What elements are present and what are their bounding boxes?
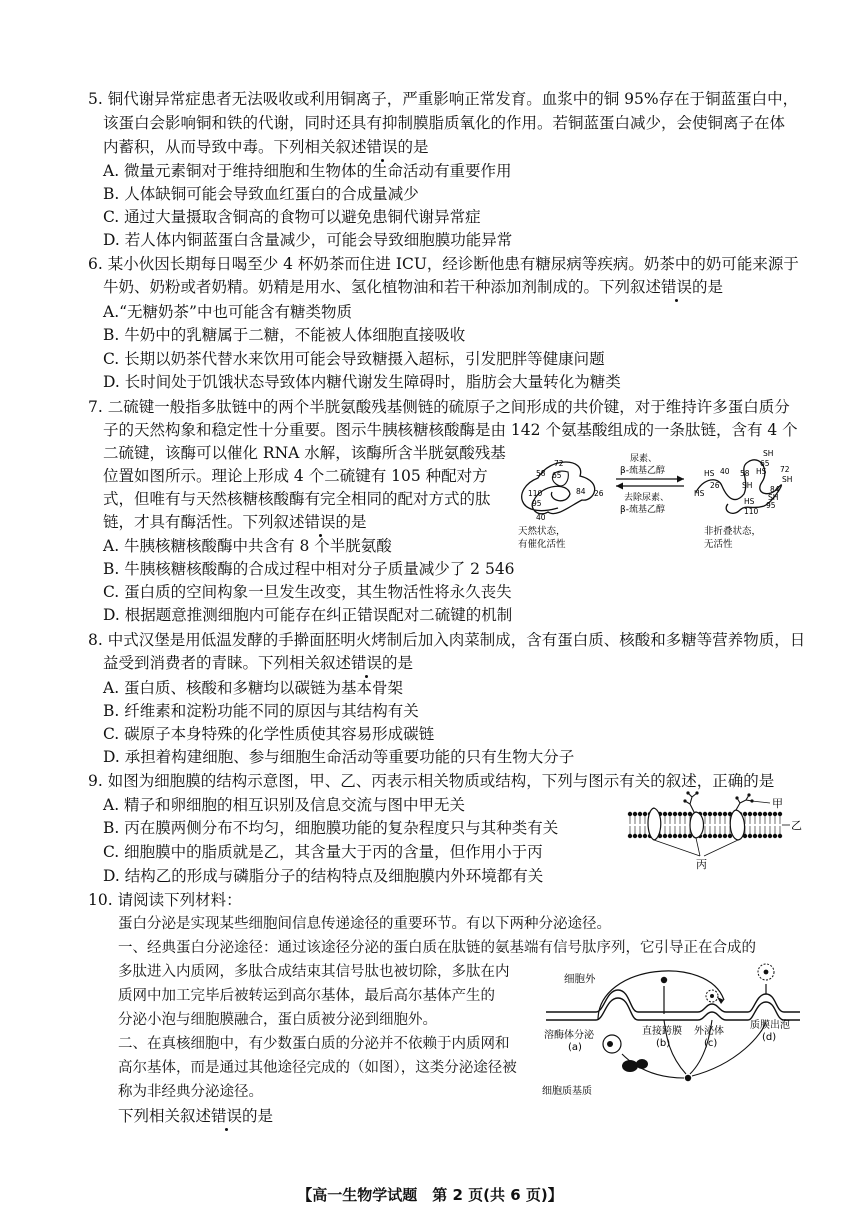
phospholipid-head xyxy=(778,812,782,816)
sugar-residue xyxy=(686,791,689,794)
native-num-110: 110 xyxy=(528,489,543,498)
membrane-protein-3 xyxy=(730,810,744,840)
lysosome-cargo xyxy=(607,1041,613,1047)
label-bing: 丙 xyxy=(696,858,707,870)
phospholipid-head xyxy=(748,834,752,838)
emphasis-mark: 错误 xyxy=(351,654,383,672)
q10-material-line3: 多肽进入内质网，多肽合成结束其信号肽也被切除，多肽在内 xyxy=(118,964,510,980)
phospholipid-head xyxy=(753,834,757,838)
plasma-membrane-outer xyxy=(546,990,800,1012)
q7-stem-line4: 位置如图所示。理论上形成 4 个二硫键有 105 种配对方 xyxy=(103,467,488,485)
phospholipid-head xyxy=(758,812,762,816)
q9-option-c: C. 细胞膜中的脂质就是乙，其含量大于丙的含量，但作用小于丙 xyxy=(103,843,543,861)
label-lysosome-a: (a) xyxy=(568,1042,582,1053)
phospholipid-head xyxy=(723,812,727,816)
denature-arrowhead xyxy=(677,476,684,483)
unfold-num-40: 40 xyxy=(720,467,730,476)
phospholipid-head xyxy=(633,812,637,816)
q5-stem-line3: 内蓄积，从而导致中毒。下列相关叙述错误的是 xyxy=(103,138,429,156)
q5-stem-line2: 该蛋白会影响铜和铁的代谢，同时还具有抑制膜脂质氧化的作用。若铜蓝蛋白减少，会使铜离子在体 xyxy=(103,114,786,132)
q5-stem-line1: 5. 铜代谢异常症患者无法吸收或利用铜离子，严重影响正常发育。血浆中的铜 95%存在于铜蓝蛋白中， xyxy=(88,90,799,108)
glycoprotein-chain xyxy=(685,793,697,812)
cell-membrane-figure xyxy=(624,788,804,870)
ribonuclease-folding-figure xyxy=(508,448,808,556)
phospholipid-head xyxy=(708,834,712,838)
exosome-c-cargo xyxy=(710,994,714,998)
unfold-hs-4: HS xyxy=(744,497,755,506)
q10-material-line7: 高尔基体，而是通过其他途径完成的（如图），这类分泌途径被 xyxy=(118,1060,517,1076)
native-num-40: 40 xyxy=(536,513,546,522)
label-yi: 乙 xyxy=(791,819,802,832)
native-caption-line2: 有催化活性 xyxy=(518,539,566,550)
label-outside-cell: 细胞外 xyxy=(564,973,596,985)
bing-leaders xyxy=(654,838,738,856)
emphasis-mark: 错误 xyxy=(661,278,693,296)
phospholipid-head xyxy=(663,834,667,838)
q8-option-a: A. 蛋白质、核酸和多糖均以碳链为基本骨架 xyxy=(103,679,404,697)
phospholipid-head xyxy=(668,812,672,816)
phospholipid-head xyxy=(753,812,757,816)
emphasis-mark: 错误 xyxy=(211,1107,243,1125)
phospholipid-head xyxy=(763,834,767,838)
phospholipid-head xyxy=(628,812,632,816)
unfold-sh-2: SH xyxy=(782,475,793,484)
q10-material-line8: 称为非经典分泌途径。 xyxy=(118,1084,263,1100)
sugar-residue xyxy=(683,799,686,802)
renature-arrowhead xyxy=(616,483,623,490)
phospholipid-head xyxy=(758,834,762,838)
q7-stem-line2: 子的天然构象和稳定性十分重要。图示牛胰核糖核酸酶是由 142 个氨基酸组成的一条肽链，含有 4 个 xyxy=(103,421,798,439)
unfold-num-58: 58 xyxy=(740,469,750,478)
phospholipid-head xyxy=(643,834,647,838)
emphasis-mark: 错误 xyxy=(304,513,336,531)
phospholipid-head xyxy=(773,834,777,838)
q8-stem-line2: 益受到消费者的青睐。下列相关叙述错误的是 xyxy=(103,654,414,672)
q5-option-a: A. 微量元素铜对于维持细胞和生物体的生命活动有重要作用 xyxy=(103,162,512,180)
native-num-72: 72 xyxy=(554,459,564,468)
q10-material-line6: 二、在真核细胞中，有少数蛋白质的分泌并不依赖于内质网和 xyxy=(118,1036,510,1052)
phospholipid-head xyxy=(748,812,752,816)
unfold-hs-3: HS xyxy=(694,489,705,498)
phospholipid-head xyxy=(768,834,772,838)
sugar-residue xyxy=(747,793,750,796)
unfolded-caption-line1: 非折叠状态， xyxy=(704,526,762,537)
label-cytoplasm-matrix: 细胞质基质 xyxy=(542,1086,592,1097)
phospholipid-head xyxy=(723,834,727,838)
label-blebbing-d: (d) xyxy=(762,1032,777,1043)
phospholipid-head xyxy=(773,812,777,816)
q7-stem-line5: 式，但唯有与天然核糖核酸酶有完全相同的配对方式的肽 xyxy=(103,490,491,508)
membrane-protein-1 xyxy=(648,808,661,840)
renature-reagent-line1: 去除尿素、 xyxy=(624,493,670,503)
sugar-residue xyxy=(695,791,698,794)
native-num-58: 58 xyxy=(536,469,546,478)
q5-option-c: C. 通过大量摄取含铜高的食物可以避免患铜代谢异常症 xyxy=(103,208,481,226)
unfold-sh-1: SH xyxy=(763,449,774,458)
label-membrane-blebbing: 质膜出泡 xyxy=(750,1020,790,1031)
q7-option-a: A. 牛胰核糖核酸酶中共含有 8 个半胱氨酸 xyxy=(103,537,392,555)
native-num-65: 65 xyxy=(552,471,562,480)
native-num-26: 26 xyxy=(594,489,604,498)
q7-stem-line6: 链，才具有酶活性。下列叙述错误的是 xyxy=(103,513,367,531)
q9-option-b: B. 丙在膜两侧分布不均匀，细胞膜功能的复杂程度只与其种类有关 xyxy=(103,819,559,837)
renature-reagent-line2: β-巯基乙醇 xyxy=(620,505,665,515)
unfold-num-110: 110 xyxy=(744,507,759,516)
q6-option-a: A.“无糖奶茶”中也可能含有糖类物质 xyxy=(103,303,352,321)
unfold-num-26: 26 xyxy=(710,481,720,490)
q10-question-line: 下列相关叙述错误的是 xyxy=(118,1107,274,1125)
phospholipid-head xyxy=(678,834,682,838)
phospholipid-head xyxy=(703,834,707,838)
unfolded-caption-line2: 无活性 xyxy=(704,539,733,550)
phospholipid-head xyxy=(718,834,722,838)
unfold-sh-4: SH xyxy=(768,493,779,502)
q8-stem-line1: 8. 中式汉堡是用低温发酵的手擀面胚明火烤制后加入肉菜制成，含有蛋白质、核酸和多糖等营养物质，日 xyxy=(88,631,806,649)
phospholipid-head xyxy=(673,812,677,816)
q10-material-line5: 分泌小泡与细胞膜融合，蛋白质被分泌到细胞外。 xyxy=(118,1012,437,1028)
q7-stem-line1: 7. 二硫键一般指多肽链中的两个半胱氨酸残基侧链的硫原子之间形成的共价键，对于维持许多蛋白质分 xyxy=(88,398,790,416)
phospholipid-head xyxy=(638,834,642,838)
native-num-95: 95 xyxy=(532,499,542,508)
label-lysosome-secretion: 溶酶体分泌 xyxy=(544,1030,594,1041)
q6-stem-line1: 6. 某小伙因长期每日喝至少 4 杯奶茶而住进 ICU，经诊断他患有糖尿病等疾病。奶茶中的奶可能来源于 xyxy=(88,255,799,273)
q10-material-line4: 质网中加工完毕后被转运到高尔基体，最后高尔基体产生的 xyxy=(118,988,495,1004)
sugar-residue xyxy=(735,796,738,799)
phospholipid-head xyxy=(713,812,717,816)
label-exosome-c: (c) xyxy=(704,1038,718,1049)
phospholipid-head xyxy=(668,834,672,838)
q8-option-b: B. 纤维素和淀粉功能不同的原因与其结构有关 xyxy=(103,702,419,720)
q10-material-line1: 蛋白分泌是实现某些细胞间信息传递途径的重要环节。有以下两种分泌途径。 xyxy=(118,916,611,932)
unfold-num-65: 65 xyxy=(760,459,770,468)
phospholipid-head xyxy=(708,812,712,816)
membrane-protein-2 xyxy=(690,812,704,838)
denature-reagent-line2: β-巯基乙醇 xyxy=(620,466,665,476)
q9-stem-line1: 9. 如图为细胞膜的结构示意图，甲、乙、丙表示相关物质或结构，下列与图示有关的叙述，正确的是 xyxy=(88,772,775,790)
label-jia: 甲 xyxy=(772,797,783,810)
phospholipid-head xyxy=(643,812,647,816)
q6-option-c: C. 长期以奶茶代替水来饮用可能会导致糖摄入超标，引发肥胖等健康问题 xyxy=(103,350,605,368)
plasma-membrane-inner xyxy=(546,998,800,1020)
label-exosome: 外泌体 xyxy=(694,1026,724,1037)
secreted-protein-b xyxy=(661,977,667,983)
q5-option-d: D. 若人体内铜蓝蛋白含量减少，可能会导致细胞膜功能异常 xyxy=(103,231,513,249)
phospholipid-head xyxy=(713,834,717,838)
page-footer: 【高一生物学试题 第 2 页(共 6 页)】 xyxy=(297,1186,563,1204)
q5-option-b: B. 人体缺铜可能会导致血红蛋白的合成量减少 xyxy=(103,185,419,203)
phospholipid-head xyxy=(703,812,707,816)
phospholipid-head xyxy=(718,812,722,816)
phospholipid-head xyxy=(683,834,687,838)
unfold-sh-3: SH xyxy=(742,481,753,490)
jia-leader xyxy=(752,801,770,803)
label-direct-transmembrane: 直接跨膜 xyxy=(642,1026,682,1037)
cytosolic-protein-cluster-2 xyxy=(636,1059,648,1069)
q9-option-d: D. 结构乙的形成与磷脂分子的结构特点及细胞膜内外环境都有关 xyxy=(103,867,544,885)
unfold-num-84: 84 xyxy=(770,485,780,494)
unfold-hs-1: HS xyxy=(756,467,767,476)
phospholipid-head xyxy=(628,834,632,838)
q7-option-b: B. 牛胰核糖核酸酶的合成过程中相对分子质量减少了 2 546 xyxy=(103,560,515,578)
phospholipid-head xyxy=(778,834,782,838)
phospholipid-head xyxy=(678,812,682,816)
phospholipid-head xyxy=(663,812,667,816)
q8-option-c: C. 碳原子本身特殊的化学性质使其容易形成碳链 xyxy=(103,725,435,743)
q6-option-b: B. 牛奶中的乳糖属于二糖，不能被人体细胞直接吸收 xyxy=(103,326,466,344)
phospholipid-head xyxy=(763,812,767,816)
unfold-num-95: 95 xyxy=(766,501,776,510)
native-num-84: 84 xyxy=(576,487,586,496)
q6-option-d: D. 长时间处于饥饿状态导致体内糖代谢发生障碍时，脂肪会大量转化为糖类 xyxy=(103,373,621,391)
q10-material-line2: 一、经典蛋白分泌途径：通过该途径分泌的蛋白质在肽链的氨基端有信号肽序列，它引导正在合成的 xyxy=(118,940,756,956)
native-caption-line1: 天然状态， xyxy=(518,526,566,537)
label-direct-b: (b) xyxy=(656,1038,671,1049)
denature-reagent-line1: 尿素、 xyxy=(630,454,658,464)
q7-option-d: D. 根据题意推测细胞内可能存在纠正错误配对二硫键的机制 xyxy=(103,606,513,624)
q7-stem-line3: 二硫键，该酶可以催化 RNA 水解，该酶所含半胱氨酸残基 xyxy=(103,444,506,462)
phospholipid-head xyxy=(768,812,772,816)
phospholipid-head xyxy=(743,812,747,816)
plasma-bleb-d-cargo xyxy=(764,970,769,975)
phospholipid-head xyxy=(683,812,687,816)
cytosolic-protein-cluster-1 xyxy=(622,1060,638,1072)
q7-option-c: C. 蛋白质的空间构象一旦发生改变，其生物活性将永久丧失 xyxy=(103,583,512,601)
q9-option-a: A. 精子和卵细胞的相互识别及信息交流与图中甲无关 xyxy=(103,796,466,814)
q8-option-d: D. 承担着构建细胞、参与细胞生命活动等重要功能的只有生物大分子 xyxy=(103,748,575,766)
q10-stem-line1: 10. 请阅读下列材料： xyxy=(88,891,242,909)
unfold-hs-2: HS xyxy=(704,469,715,478)
emphasis-mark: 错误 xyxy=(366,138,398,156)
phospholipid-head xyxy=(633,834,637,838)
cytosolic-protein-source xyxy=(685,1075,691,1081)
q6-stem-line2: 牛奶、奶粉或者奶精。奶精是用水、氢化植物油和若干种添加剂制成的。下列叙述错误的是 xyxy=(103,278,724,296)
phospholipid-head xyxy=(638,812,642,816)
unfold-num-72: 72 xyxy=(780,465,790,474)
phospholipid-head xyxy=(673,834,677,838)
secretion-pathways-figure xyxy=(538,954,804,1104)
phospholipid-head xyxy=(728,834,732,838)
